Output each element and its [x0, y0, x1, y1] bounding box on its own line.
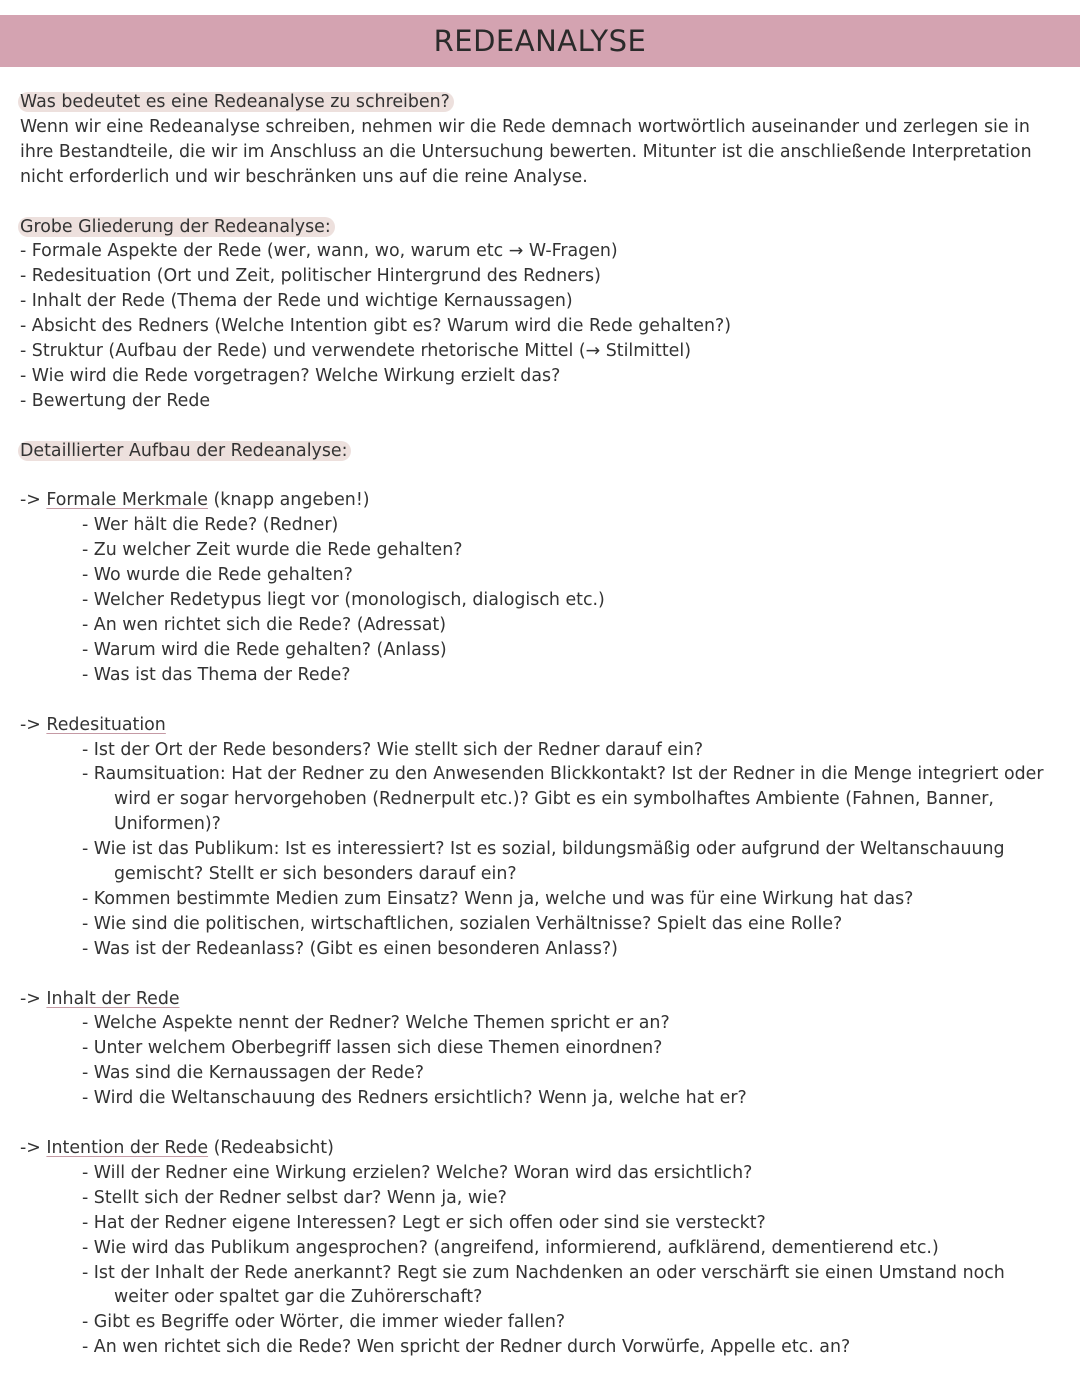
grob-item: - Wie wird die Rede vorgetragen? Welche Wirkung erzielt das?: [20, 365, 561, 386]
grob-item: - Struktur (Aufbau der Rede) und verwendete rhetorische Mittel (→ Stilmittel): [20, 341, 691, 362]
intention-item: - Gibt es Begriffe oder Wörter, die immer wieder fallen?: [82, 1312, 566, 1333]
situation-item-continued: gemischt? Stellt er sich besonders darauf ein?: [114, 864, 517, 885]
formal-item: - Wo wurde die Rede gehalten?: [82, 565, 353, 586]
arrow-marker: ->: [20, 1137, 41, 1158]
document-body: [20, 90, 1065, 1360]
section-inhalt-label: Inhalt der Rede: [46, 988, 180, 1009]
section-situation-label: Redesituation: [46, 714, 166, 735]
grob-item: - Inhalt der Rede (Thema der Rede und wichtige Kernaussagen): [20, 291, 573, 312]
situation-item-continued: wird er sogar hervorgehoben (Rednerpult etc.)? Gibt es ein symbolhaftes Ambiente (Fahnen, Banner,: [114, 789, 994, 810]
detail-heading-line: [20, 439, 1065, 464]
section-situation-header: [20, 713, 1065, 738]
formal-item: - Welcher Redetypus liegt vor (monologisch, dialogisch etc.): [82, 590, 605, 611]
section-inhalt-header: [20, 987, 1065, 1012]
section-intention-suffix: (Redeabsicht): [208, 1137, 334, 1158]
grob-item: - Bewertung der Rede: [20, 390, 211, 411]
inhalt-item: - Was sind die Kernaussagen der Rede?: [82, 1063, 424, 1084]
section-formal-suffix: (knapp angeben!): [207, 490, 370, 511]
situation-item: - Ist der Ort der Rede besonders? Wie stellt sich der Redner darauf ein?: [82, 739, 704, 760]
grob-item: - Absicht des Redners (Welche Intention gibt es? Warum wird die Rede gehalten?): [20, 316, 732, 337]
formal-item: - An wen richtet sich die Rede? (Adressat): [82, 614, 447, 635]
spacer: [20, 1111, 1065, 1136]
intro-question-line: [20, 90, 1065, 115]
intention-item: - An wen richtet sich die Rede? Wen spricht der Redner durch Vorwürfe, Appelle etc. an?: [82, 1337, 851, 1358]
situation-item: - Wie ist das Publikum: Ist es interessiert? Ist es sozial, bildungsmäßig oder aufgrund der Weltanschauung: [82, 839, 1005, 860]
section-formal-header: [20, 488, 1065, 513]
section-intention-header: [20, 1136, 1065, 1161]
formal-item: - Warum wird die Rede gehalten? (Anlass): [82, 639, 447, 660]
inhalt-item: - Wird die Weltanschauung des Redners ersichtlich? Wenn ja, welche hat er?: [82, 1088, 747, 1109]
grob-heading: Grobe Gliederung der Redeanalyse:: [18, 217, 335, 237]
inhalt-item: - Welche Aspekte nennt der Redner? Welche Themen spricht er an?: [82, 1013, 670, 1034]
page-title: REDEANALYSE: [433, 24, 647, 58]
situation-item: - Wie sind die politischen, wirtschaftlichen, sozialen Verhältnisse? Spielt das eine Rolle?: [82, 913, 843, 934]
intro-text: Wenn wir eine Redeanalyse schreiben, nehmen wir die Rede demnach wortwörtlich auseinander und zerlegen sie in ihre Bestandteile, die wir im Anschluss an die Untersuchung bewerten. Mitunter ist die anschließende Interpretation nicht erforderlich und wir beschränken uns auf die reine Analyse.: [20, 116, 1032, 187]
title-bar: [0, 15, 1080, 67]
formal-item: - Wer hält die Rede? (Redner): [82, 515, 339, 536]
spacer: [20, 190, 1065, 215]
intention-item: - Hat der Redner eigene Interessen? Legt er sich offen oder sind sie versteckt?: [82, 1212, 766, 1233]
grob-heading-line: [20, 215, 1065, 240]
spacer: [20, 464, 1065, 489]
spacer: [20, 688, 1065, 713]
situation-item: - Kommen bestimmte Medien zum Einsatz? Wenn ja, welche und was für eine Wirkung hat das?: [82, 888, 914, 909]
situation-item-continued: Uniformen)?: [114, 814, 221, 835]
situation-item: - Was ist der Redeanlass? (Gibt es einen besonderen Anlass?): [82, 938, 618, 959]
spacer: [20, 962, 1065, 987]
grob-item: - Formale Aspekte der Rede (wer, wann, wo, warum etc → W-Fragen): [20, 241, 618, 262]
arrow-marker: ->: [20, 714, 41, 735]
intention-item: - Ist der Inhalt der Rede anerkannt? Regt sie zum Nachdenken an oder verschärft sie einen Umstand noch: [82, 1262, 1005, 1283]
spacer: [20, 414, 1065, 439]
section-intention-label: Intention der Rede: [46, 1137, 209, 1158]
intention-item-continued: weiter oder spaltet gar die Zuhörerschaft?: [114, 1287, 483, 1308]
arrow-marker: ->: [20, 988, 41, 1009]
formal-item: - Zu welcher Zeit wurde die Rede gehalten?: [82, 540, 463, 561]
intention-item: - Stellt sich der Redner selbst dar? Wenn ja, wie?: [82, 1187, 507, 1208]
intention-item: - Will der Redner eine Wirkung erzielen? Welche? Woran wird das ersichtlich?: [82, 1162, 753, 1183]
situation-item: - Raumsituation: Hat der Redner zu den Anwesenden Blickkontakt? Ist der Redner in die Menge integriert oder: [82, 764, 1044, 785]
arrow-marker: ->: [20, 490, 41, 511]
formal-item: - Was ist das Thema der Rede?: [82, 664, 351, 685]
intention-item: - Wie wird das Publikum angesprochen? (angreifend, informierend, aufklärend, dementierend etc.): [82, 1237, 939, 1258]
detail-heading: Detaillierter Aufbau der Redeanalyse:: [18, 441, 351, 461]
inhalt-item: - Unter welchem Oberbegriff lassen sich diese Themen einordnen?: [82, 1038, 663, 1059]
section-formal-label: Formale Merkmale: [46, 490, 208, 511]
intro-question: Was bedeutet es eine Redeanalyse zu schreiben?: [18, 92, 454, 112]
grob-item: - Redesituation (Ort und Zeit, politischer Hintergrund des Redners): [20, 266, 601, 287]
